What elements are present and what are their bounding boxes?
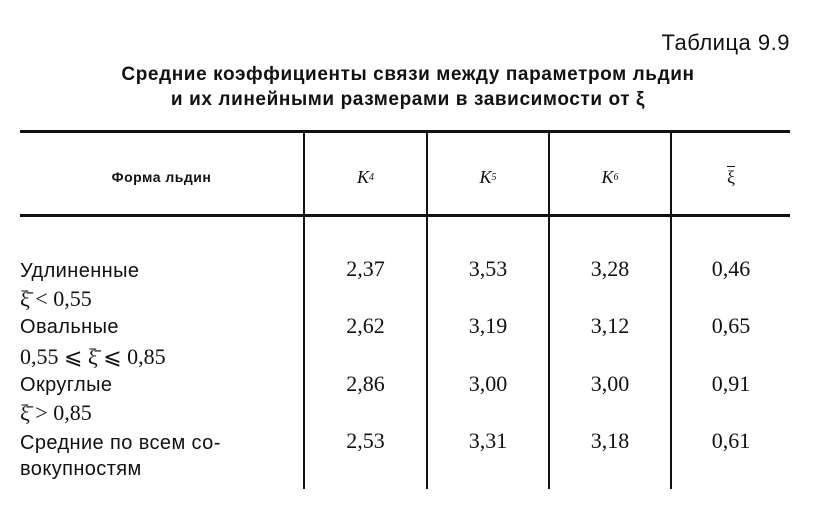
cell-xi: 0,65 (711, 313, 751, 338)
header-mean-xi: $\overline{\xi}$ (726, 166, 736, 187)
cell-k4: 2,37 (346, 256, 385, 281)
row-name: Округлые (20, 374, 113, 396)
row-name: Удлиненные (20, 260, 140, 282)
row-condition: ξ̄ > 0,85 (20, 400, 92, 425)
header-k4: K 4 (356, 166, 374, 187)
cell-k4: 2,53 (346, 428, 385, 453)
cell-k6: 3,00 (590, 371, 630, 396)
row-name: Средние по всем со- (20, 432, 221, 454)
title-line-2: и их линейными размерами в зависимости от ξ (170, 89, 646, 110)
row-name-continued: вокупностям (20, 458, 142, 480)
row-condition: ξ̄ < 0,55 (20, 286, 92, 311)
row-name: Овальные (20, 316, 119, 338)
header-k5: K 5 (479, 166, 497, 187)
row-condition: 0,55 ⩽ ξ̄ ⩽ 0,85 (20, 344, 166, 369)
cell-k6: 3,18 (590, 428, 630, 453)
header-k6: K 6 (601, 166, 619, 187)
top-rule (20, 130, 790, 133)
cell-k4: 2,62 (346, 313, 385, 338)
cell-k6: 3,12 (590, 313, 630, 338)
cell-k5: 3,53 (468, 256, 508, 281)
cell-k6: 3,28 (590, 256, 630, 281)
table-number: Таблица 9.9 (661, 30, 790, 55)
cell-k5: 3,19 (468, 313, 508, 338)
cell-k5: 3,31 (468, 428, 508, 453)
cell-k5: 3,00 (468, 371, 508, 396)
cell-xi: 0,61 (711, 428, 751, 453)
cell-k4: 2,86 (346, 371, 385, 396)
cell-xi: 0,46 (711, 256, 751, 281)
header-rule (20, 214, 790, 217)
title-line-1: Средние коэффициенты связи между параметром льдин (121, 64, 695, 85)
header-ice-floe-shape: Форма льдин (111, 169, 212, 185)
cell-xi: 0,91 (711, 371, 751, 396)
table-title (0, 62, 816, 112)
